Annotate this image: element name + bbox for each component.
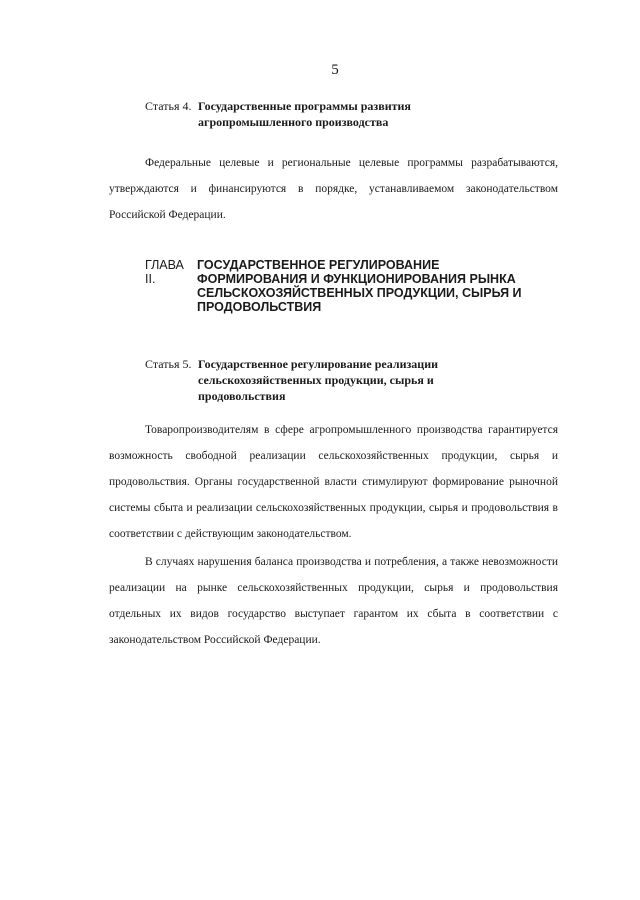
article-5-label: Статья 5. <box>145 357 192 371</box>
chapter-2-heading <box>145 258 527 314</box>
article-5-paragraph-2: В случаях нарушения баланса производства и потребления, а также невозможности реализации на рынке сельскохозяйственных продукции, сырья и продовольствия отдельных их видов государство выступает гарантом их сбыта в соответствии с законодательством Российской Федерации. <box>109 556 558 646</box>
article-5-paragraph-1: Товаропроизводителям в сфере агропромышленного производства гарантируется возможность свободной реализации сельскохозяйственных продукции, сырья и продовольствия. Органы государственной власти стимулируют формирование рыночной системы сбыта и реализации сельскохозяйственных продукции, сырья и продовольствия в соответствии с действующим законодательством. <box>109 424 558 540</box>
article-4-title: Государственные программы развития агропромышленного производства <box>198 99 411 129</box>
article-4-body <box>109 150 558 228</box>
chapter-2-label: ГЛАВА II. <box>145 258 184 286</box>
article-5-title: Государственное регулирование реализации сельскохозяйственных продукции, сырья и продовольствия <box>198 357 439 403</box>
article-5-heading <box>145 356 478 404</box>
article-4-paragraph: Федеральные целевые и региональные целевые программы разрабатываются, утверждаются и финансируются в порядке, устанавливаемом законодательством Российской Федерации. <box>109 157 558 221</box>
article-4-heading <box>145 98 468 130</box>
chapter-2-title: ГОСУДАРСТВЕННОЕ РЕГУЛИРОВАНИЕ ФОРМИРОВАНИЯ И ФУНКЦИОНИРОВАНИЯ РЫНКА СЕЛЬСКОХОЗЯЙСТВЕННЫХ ПРОДУКЦИИ, СЫРЬЯ И ПРОДОВОЛЬСТВИЯ <box>197 258 522 314</box>
article-4-label: Статья 4. <box>145 99 192 113</box>
page-number: 5 <box>331 62 339 78</box>
article-5-body <box>109 417 558 653</box>
